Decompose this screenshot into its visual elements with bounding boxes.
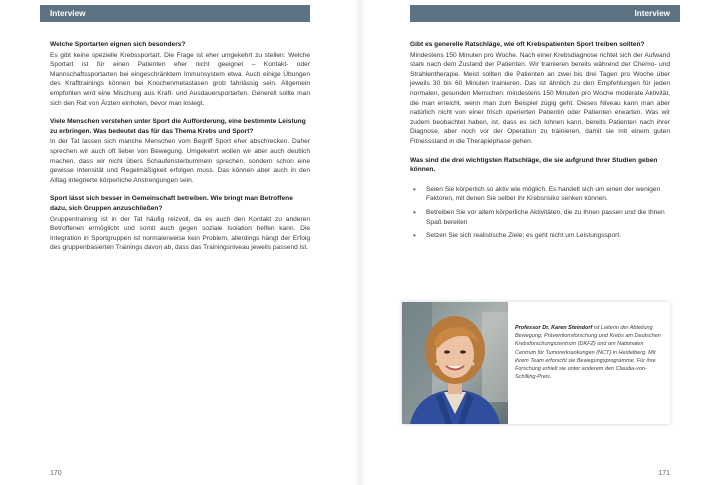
book-gutter (355, 0, 365, 485)
right-header-bar (410, 5, 680, 22)
right-page (360, 0, 720, 485)
portrait-photo (402, 302, 508, 424)
caption-name: Professor Dr. Karen Steindorf (515, 325, 593, 331)
answer-1: Es gibt keine spezielle Krebssportart. Die Frage ist eher umgekehrt zu stellen: Welche Sportart ist für einen Patienten eher nicht geeignet – Kontakt- oder Mannschaftssportarten bei eingeschränktem Immunsystem etwa. Auch einige Übungen des Krafttrainings können bei Knochenmetastasen grob fahrlässig sein. Allgemein empfohlen wird eine Mischung aus Kraft- und Ausdauersportarten. Generell sollte man sich den Rat von Ärzten einholen, bevor man loslegt. (50, 51, 310, 107)
caption-text: ist Leiterin der Abteilung Bewegung, Präventionsforschung und Krebs am Deutschen Krebsforschungszentrum (DKFZ) und am Nationalen Centrum für Tumorerkrankungen (NCT) in Heidelberg. Mit ihrem Team erforscht sie Bewegungsprogramme. Für ihre Forschung erhielt sie unter anderem den Claudia-von-Schilling-Preis. (515, 325, 661, 381)
right-column (410, 40, 670, 245)
tip-item: • Seien Sie körperlich so aktiv wie möglich. Es handelt sich um einen der wenigen Faktoren, mit denen Sie selber ihr Krebsrisiko senken können. (410, 185, 670, 204)
left-header-title: Interview (50, 9, 86, 18)
page-number-left: 170 (50, 470, 62, 477)
question-4: Gibt es generelle Ratschläge, wie oft Krebspatienten Sport treiben sollten? (410, 41, 645, 48)
portrait-illustration (402, 302, 508, 424)
question-1: Welche Sportarten eignen sich besonders? (50, 41, 186, 48)
answer-3: Gruppentraining ist in der Tat häufig reizvoll, da es auch den Kontakt zu anderen Betroffenen ermöglicht und somit auch gegen soziale Isolation helfen kann. Die Integration in Sportgruppen ist normalerweise kein Problem, allerdings hängt der Erfolg des gruppenbasierten Trainings davon ab, dass das Trainingsniveau jeweils passend ist. (50, 215, 310, 252)
portrait-caption (515, 324, 665, 381)
answer-2: In der Tat lassen sich manche Menschen vom Begriff Sport eher abschrecken. Daher sprechen wir auch oft lieber von Bewegung. Umgekehrt wollen wir aber auch deutlich machen, dass wir nicht übers Schaufensterbummeln sprechen, sondern schon eine gewisse Intensität und Regelmäßigkeit erfolgen muss. Das können aber auch in den Alltag integrierte körperliche Anstrengungen sein. (50, 138, 310, 184)
question-5: Was sind die drei wichtigsten Ratschläge, die sie aufgrund Ihrer Studien geben können. (410, 156, 658, 174)
page-number-right: 171 (658, 470, 670, 477)
left-column (50, 40, 310, 253)
right-header-title: Interview (634, 9, 670, 18)
question-3: Sport lässt sich besser in Gemeinschaft betreiben. Wie bringt man Betroffene dazu, sich Gruppen anzuschließen? (50, 195, 293, 212)
left-header-bar (40, 5, 310, 22)
answer-4: Mindestens 150 Minuten pro Woche. Nach einer Krebsdiagnose richtet sich der Aufwand stark nach dem Zustand der Patienten. Wir trainieren bereits während der Chemo- und Strahlentherapie. Meist sollten die Patienten an zwei bis drei Tagen pro Woche über jeweils 30 bis 60 Minuten trainieren. Das ist ähnlich zu den Empfehlungen für jeden normalen, gesunden Menschen: mindestens 150 Minuten pro Woche moderate Aktivität, die man erreicht, wenn man zum Beispiel zügig geht. Dieses Niveau kann man aber natürlich nicht von einer frisch operierten Patientin oder Patienten erwarten. Was wir zudem beobachtet haben, ist, dass es sich lohnen kann, bereits Patienten nach ihrer Diagnose, aber noch vor der Operation zu trainieren, damit sie mit einem guten Fitnessstand in die Therapiephase gehen. (410, 51, 670, 145)
tip-item: • Setzen Sie sich realistische Ziele; es geht nicht um Leistungssport. (410, 231, 670, 241)
tip-item: • Betreiben Sie vor allem körperliche Aktivitäten, die zu Ihnen passen und die Ihnen Spaß bereiten (410, 208, 670, 227)
question-2: Viele Menschen verstehen unter Sport die Aufforderung, eine bestimmte Leistung zu erbringen. Was bedeutet das für das Thema Krebs und Sport? (50, 118, 306, 135)
tips-list (410, 185, 670, 241)
portrait-card (402, 302, 670, 424)
